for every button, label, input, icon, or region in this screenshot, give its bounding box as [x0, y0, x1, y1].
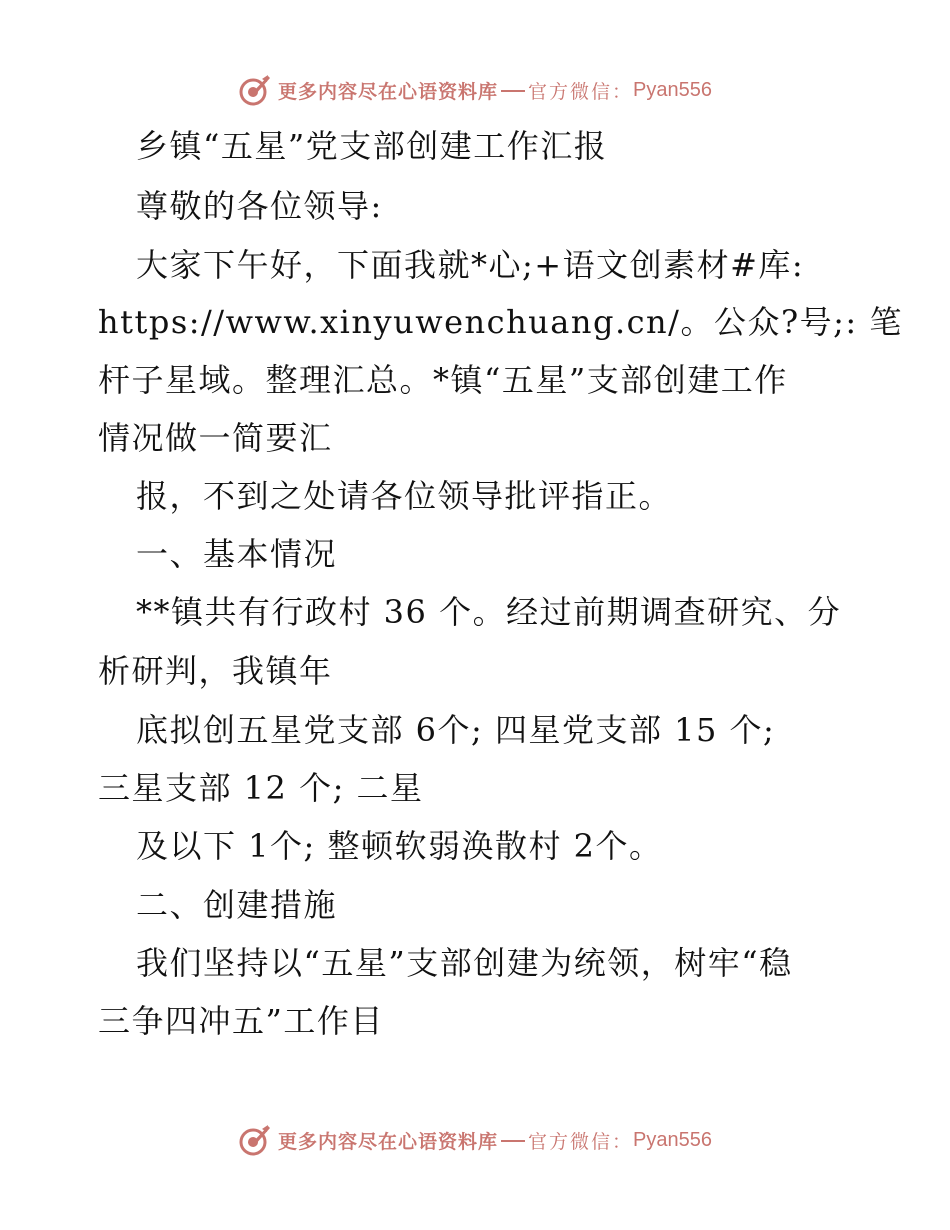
- section-heading: 一、基本情况: [136, 535, 338, 573]
- document-line: 及以下 1个; 整顿软弱涣散村 2个。: [136, 827, 663, 865]
- document-line: 三争四冲五”工作目: [98, 1002, 384, 1040]
- watermark-official-label: 官方微信：: [528, 1130, 634, 1153]
- quill-logo-icon: [238, 1123, 272, 1157]
- document-line: 三星支部 12 个; 二星: [98, 769, 424, 807]
- watermark-banner-bottom: [0, 1120, 950, 1160]
- document-line: 大家下午好，下面我就*心;+语文创素材#库:: [136, 246, 805, 284]
- quill-logo-icon: [238, 73, 272, 107]
- document-line: 析研判，我镇年: [98, 652, 333, 690]
- document-line: 情况做一简要汇: [98, 419, 333, 457]
- watermark-official-label: 官方微信：: [528, 80, 634, 103]
- document-line: 底拟创五星党支部 6个; 四星党支部 15 个;: [136, 711, 776, 749]
- document-line: https://www.xinyuwenchuang.cn/。公众?号;: 笔: [98, 303, 903, 341]
- watermark-brand-text: 更多内容尽在心语资料库: [278, 1130, 499, 1153]
- document-line: 报，不到之处请各位领导批评指正。: [136, 477, 673, 515]
- document-line: 杆子星域。整理汇总。*镇“五星”支部创建工作: [98, 361, 788, 399]
- watermark-wechat-id: Pyan556: [633, 1128, 712, 1151]
- document-line: **镇共有行政村 36 个。经过前期调查研究、分: [136, 593, 842, 631]
- section-heading: 二、创建措施: [136, 886, 338, 924]
- watermark-brand-text: 更多内容尽在心语资料库: [278, 80, 499, 103]
- watermark-wechat-id: Pyan556: [633, 78, 712, 101]
- watermark-banner-top: [0, 70, 950, 110]
- watermark-dash: [501, 1140, 525, 1142]
- document-line: 尊敬的各位领导:: [136, 187, 383, 225]
- document-title: 乡镇“五星”党支部创建工作汇报: [136, 127, 608, 165]
- watermark-dash: [501, 90, 525, 92]
- document-line: 我们坚持以“五星”支部创建为统领，树牢“稳: [136, 944, 793, 982]
